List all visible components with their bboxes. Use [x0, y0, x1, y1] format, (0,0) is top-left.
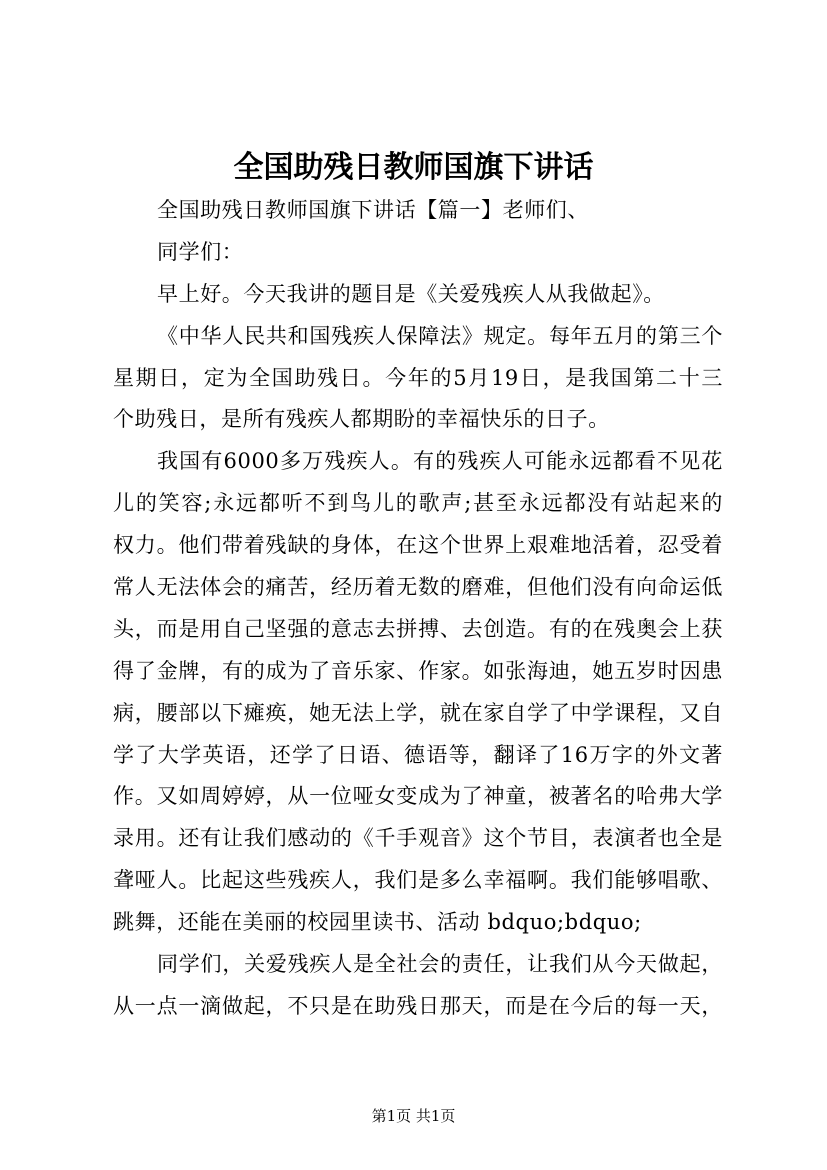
- body-line: 从一点一滴做起，不只是在助残日那天，而是在今后的每一天，: [113, 993, 723, 1018]
- document-title: 全国助残日教师国旗下讲话: [233, 150, 594, 185]
- body-line: 我国有6000多万残疾人。有的残疾人可能永远都看不见花: [157, 449, 723, 474]
- document-body: [113, 190, 723, 1028]
- body-line: 常人无法体会的痛苦，经历着无数的磨难，但他们没有向命运低: [113, 575, 723, 600]
- body-line: 个助残日，是所有残疾人都期盼的幸福快乐的日子。: [113, 407, 610, 432]
- body-line: 儿的笑容;永远都听不到鸟儿的歌声;甚至永远都没有站起来的: [113, 491, 723, 516]
- body-line: 全国助残日教师国旗下讲话【篇一】老师们、: [157, 198, 589, 222]
- body-line: 头，而是用自己坚强的意志去拼搏、去创造。有的在残奥会上获: [113, 616, 723, 641]
- body-line: 得了金牌，有的成为了音乐家、作家。如张海迪，她五岁时因患: [113, 658, 723, 683]
- page-footer: 第1页 共1页: [371, 1107, 456, 1125]
- body-line: 早上好。今天我讲的题目是《关爱残疾人从我做起》。: [157, 281, 665, 306]
- body-line: 同学们，关爱残疾人是全社会的责任，让我们从今天做起，: [157, 952, 723, 977]
- body-line: 作。又如周婷婷，从一位哑女变成为了神童，被著名的哈弗大学: [113, 784, 723, 809]
- body-line: 录用。还有让我们感动的《千手观音》这个节目，表演者也全是: [113, 826, 723, 851]
- body-line: 聋哑人。比起这些残疾人，我们是多么幸福啊。我们能够唱歌、: [113, 868, 723, 893]
- body-line: 跳舞，还能在美丽的校园里读书、活动 bdquo;bdquo;: [113, 910, 642, 935]
- body-line: 同学们：: [157, 239, 244, 264]
- body-line: 学了大学英语，还学了日语、德语等，翻译了16万字的外文著: [113, 742, 723, 767]
- body-line: 《中华人民共和国残疾人保障法》规定。每年五月的第三个: [157, 323, 723, 348]
- body-line: 星期日，定为全国助残日。今年的5月19日，是我国第二十三: [113, 365, 723, 390]
- body-line: 权力。他们带着残缺的身体，在这个世界上艰难地活着，忍受着: [113, 533, 723, 558]
- body-line: 病，腰部以下瘫痪，她无法上学，就在家自学了中学课程，又自: [113, 700, 723, 725]
